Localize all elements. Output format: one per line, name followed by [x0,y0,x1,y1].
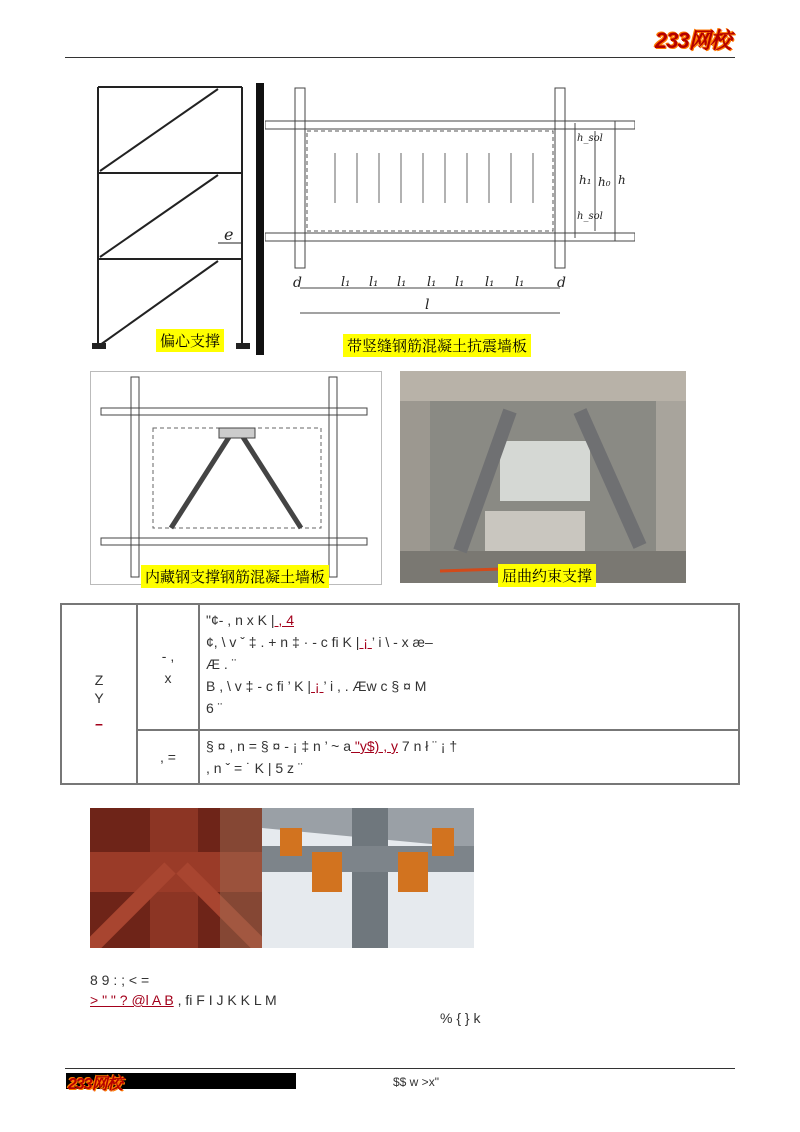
row1-line: ¢, \ v ˇ ‡ . + n ‡ · - c fi K | ¡ ’ i \ - x æ– [206,634,433,650]
eccentric-brace-drawing [90,83,258,355]
footer-rule [65,1068,735,1069]
photo-steel-joint-gray [262,808,474,948]
dim-l1-d: l₁ [427,275,437,290]
table-content-cell-1 [199,604,739,730]
caption-buckling-brace: 屈曲约束支撑 [498,564,596,587]
figure-eccentric-brace [90,83,258,355]
dim-l1-b: l₁ [369,275,379,290]
row1-line: B , \ v ‡ - c fi ’ K | ¡ ’ i , . Æw c § ¤ M [206,678,427,694]
bottom-link[interactable]: > " " ? @l A B [90,992,174,1008]
caption-eccentric-brace: 偏心支撑 [156,329,224,352]
row1-line: "¢- , n x K | , 4 [206,612,294,628]
footer-page-text: $$ w >x" [393,1075,439,1089]
table-mid-cell-2: , = [137,730,199,784]
table-row [61,604,739,730]
row2-line: , n ˇ = ˙ K | 5 z ¨ [206,760,303,776]
buckling-brace-photo-drawing [400,371,686,583]
dim-l1-a: l₁ [341,275,351,290]
dim-h-sol-bottom: h_sol [577,211,603,222]
bottom-line-1: 8 9 : ; < = [90,972,150,988]
bottom-line-3: % { } k [440,1010,481,1026]
dim-l1-g: l₁ [515,275,525,290]
inline-link[interactable]: , 4 [274,612,294,628]
steel-joint-gray-drawing [262,808,474,948]
dim-h-sol-top: h_sol [577,133,603,144]
photo-steel-joint-red [90,808,262,948]
mid-label-1a: - , [161,648,175,664]
caption-slotted-wall: 带竖缝钢筋混凝土抗震墙板 [343,334,531,357]
dim-l1-f: l₁ [485,275,495,290]
dim-d-right: d [557,275,566,291]
caption-embedded-brace: 内藏钢支撑钢筋混凝土墙板 [141,565,329,588]
info-table [60,603,740,785]
figure-buckling-brace-photo [400,371,686,583]
header-logo: 233网校 [655,28,731,53]
figure-embedded-brace [90,371,382,585]
dim-l1-e: l₁ [455,275,465,290]
dim-h1: h₁ [579,173,592,187]
figure-slotted-wall [265,83,635,355]
embedded-brace-drawing [91,372,381,584]
dim-h: h [618,173,626,187]
row1-line: 6 ¨ [206,700,223,716]
left-label-2: Y [94,690,104,706]
left-label-link[interactable]: _ [95,712,103,726]
mid-label-1b: x [164,670,172,686]
left-label-1: Z [94,672,104,688]
row1-line: Æ . ¨ [206,656,237,672]
steel-joint-red-drawing [90,808,262,948]
table-mid-cell-1 [137,604,199,730]
table-content-cell-2 [199,730,739,784]
header-rule [65,57,735,58]
dim-d-left: d [293,275,302,291]
dim-l1-c: l₁ [397,275,407,290]
row2-line: § ¤ , n = § ¤ - ¡ ‡ n ’ ~ a "y$) , y 7 n ł ¨ ¡ † [206,738,458,754]
footer-logo: 233网校 [68,1076,122,1093]
dim-l: l [425,297,430,313]
inline-link[interactable]: "y$) , y [351,738,398,754]
table-left-cell [61,604,137,784]
table-row [61,730,739,784]
inline-link[interactable]: ¡ [311,678,324,694]
separator-bar [256,83,264,355]
inline-link[interactable]: ¡ [359,634,372,650]
dim-h0: h₀ [598,175,611,189]
bottom-line-2: > " " ? @l A B , fi F I J K K L M [90,992,277,1008]
dim-e-label: e [224,225,234,244]
